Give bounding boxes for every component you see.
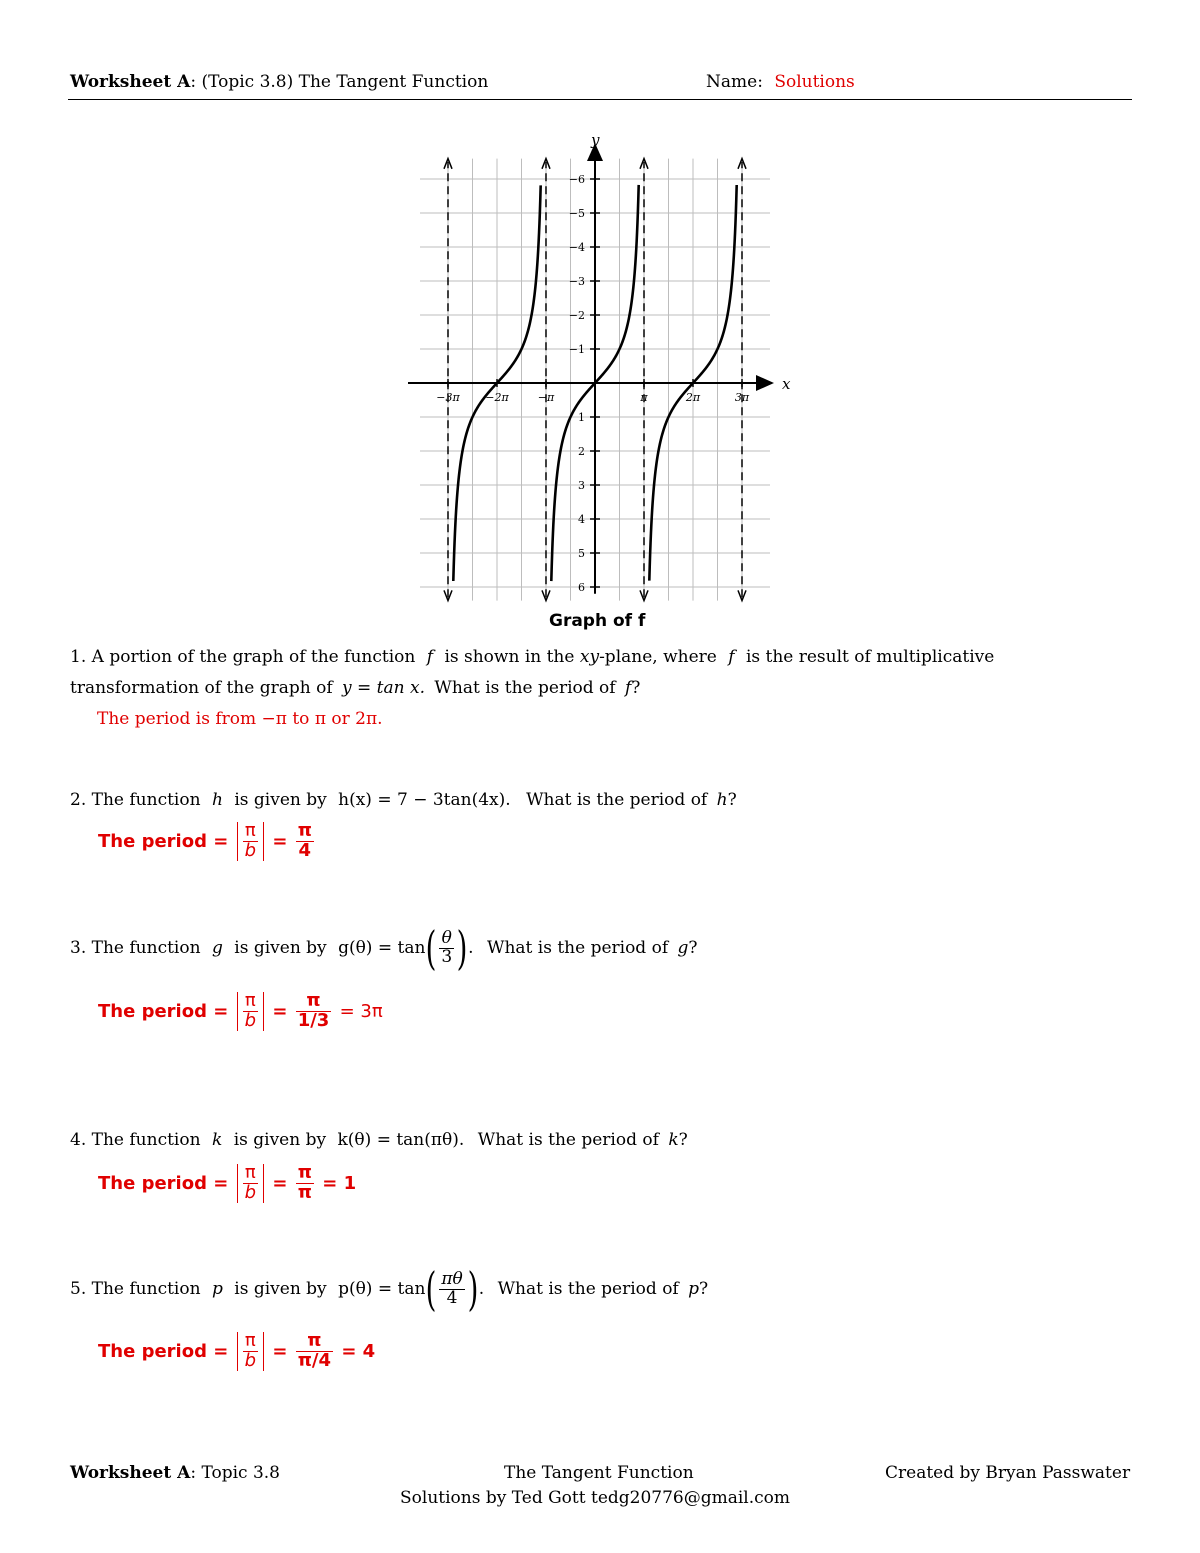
- q1-qmark: ?: [631, 678, 641, 698]
- q4-text3: What is the period of: [477, 1130, 659, 1150]
- q5-answer: [98, 1332, 375, 1371]
- q5-result: = 4: [341, 1340, 376, 1362]
- y-tick-label: −1: [568, 343, 585, 356]
- q5-text1: The function: [91, 1279, 201, 1299]
- footer-left: [70, 1463, 280, 1483]
- question-4: [70, 1130, 688, 1150]
- q3-var: g: [211, 938, 223, 958]
- q1-text6: What is the period of: [434, 678, 616, 698]
- y-tick-label: −6: [568, 173, 585, 186]
- footer-left-bold: Worksheet A: [70, 1463, 191, 1483]
- q3-arg: $\frac{\theta}{3}$: [441, 927, 453, 967]
- q1-text5: transformation of the graph of: [70, 678, 333, 698]
- q4-answer: [98, 1164, 356, 1203]
- q4-ans-label: The period =: [98, 1172, 229, 1194]
- q1-line1: [70, 642, 994, 673]
- q2-number: 2.: [70, 790, 87, 810]
- q4-text1: The function: [91, 1130, 201, 1150]
- footer-center: The Tangent Function: [504, 1463, 694, 1483]
- q5-ans-label: The period =: [98, 1340, 229, 1362]
- x-tick-label: −π: [537, 391, 555, 404]
- q2-fraction: $\frac{\pi}{4}$: [297, 820, 312, 861]
- q1-text2: is shown in the: [444, 647, 575, 667]
- q5-number: 5.: [70, 1279, 87, 1299]
- question-2: [70, 790, 737, 810]
- q2-eq-sign: =: [272, 830, 288, 852]
- worksheet-title: [70, 72, 488, 92]
- q3-fraction: $\frac{\pi}{1/3}$: [297, 990, 330, 1031]
- y-tick-label: −2: [568, 309, 585, 322]
- y-tick-label: 6: [578, 581, 585, 594]
- q2-var2: h: [716, 790, 728, 810]
- q3-eq-sign: =: [272, 1000, 288, 1022]
- q4-var: k: [211, 1130, 223, 1150]
- worksheet-title-rest: : (Topic 3.8) The Tangent Function: [190, 72, 489, 92]
- q5-fraction: $\frac{\pi}{\pi/4}$: [297, 1330, 332, 1371]
- y-axis-label: y: [591, 131, 600, 149]
- q1-number: 1.: [70, 647, 87, 667]
- q1-answer: The period is from −π to π or 2π.: [97, 709, 383, 729]
- q1-f1: f: [426, 647, 434, 667]
- y-tick-label: 1: [578, 411, 585, 424]
- x-axis-label: x: [782, 375, 791, 393]
- q3-qmark: ?: [688, 938, 698, 958]
- q3-var2: g: [677, 938, 689, 958]
- q5-eq-sign: =: [272, 1340, 288, 1362]
- q5-arg: $\frac{\pi\theta}{4}$: [441, 1268, 463, 1308]
- q4-var2: k: [668, 1130, 679, 1150]
- q5-var: p: [211, 1279, 223, 1299]
- x-tick-label: −3π: [436, 391, 460, 404]
- q4-text2: is given by: [233, 1130, 327, 1150]
- y-tick-label: −5: [568, 207, 585, 220]
- q3-dot: .: [468, 938, 474, 958]
- q5-abs: $\frac{\pi}{b}$: [237, 1332, 264, 1371]
- q3-lhs: g(θ) = tan: [338, 938, 426, 958]
- q2-text3: What is the period of: [526, 790, 708, 810]
- header-rule: [68, 99, 1132, 100]
- q4-result: = 1: [322, 1172, 357, 1194]
- y-tick-label: −4: [568, 241, 585, 254]
- q5-text2: is given by: [234, 1279, 327, 1299]
- axes: [408, 131, 791, 594]
- x-tick-label: 3π: [734, 391, 750, 404]
- q3-abs: $\frac{\pi}{b}$: [237, 992, 264, 1031]
- footer-left-rest: : Topic 3.8: [190, 1463, 280, 1483]
- y-tick-label: 4: [578, 513, 585, 526]
- q3-text2: is given by: [234, 938, 327, 958]
- q1-text1: A portion of the graph of the function: [91, 647, 416, 667]
- q4-eq-sign: =: [272, 1172, 288, 1194]
- q2-equation: h(x) = 7 − 3tan(4x).: [338, 790, 511, 810]
- q2-var: h: [211, 790, 223, 810]
- question-1: [70, 642, 994, 735]
- x-tick-label: 2π: [685, 391, 701, 404]
- y-tick-label: 3: [578, 479, 585, 492]
- q5-qmark: ?: [699, 1279, 709, 1299]
- y-tick-label: −3: [568, 275, 585, 288]
- q1-text4: is the result of multiplicative: [745, 647, 995, 667]
- question-3: 3. The function g is given by g(θ) = tan( $\frac{\theta}{3}$ ). What is the period of g?: [70, 921, 698, 975]
- q1-equation: y = tan x.: [342, 678, 425, 698]
- x-tick-label: π: [640, 391, 648, 404]
- q2-text1: The function: [91, 790, 201, 810]
- q4-equation: k(θ) = tan(πθ).: [337, 1130, 465, 1150]
- q2-text2: is given by: [234, 790, 327, 810]
- tangent-graph: [400, 125, 800, 615]
- q1-text3: -plane, where: [599, 647, 717, 667]
- q2-answer: [98, 822, 316, 861]
- q1-line2: [70, 673, 994, 704]
- q1-f3: f: [624, 678, 632, 698]
- name-line: [706, 72, 855, 92]
- q4-fraction: $\frac{\pi}{\pi}$: [297, 1162, 312, 1203]
- footer-credit: Solutions by Ted Gott tedg20776@gmail.com: [400, 1488, 791, 1508]
- worksheet-title-bold: Worksheet A: [70, 72, 191, 92]
- q5-var2: p: [688, 1279, 700, 1299]
- q4-qmark: ?: [678, 1130, 688, 1150]
- q1-xy: xy: [579, 647, 600, 667]
- x-tick-label: −2π: [485, 391, 509, 404]
- question-5: 5. The function p is given by p(θ) = tan( $\frac{\pi\theta}{4}$ ). What is the period of p?: [70, 1262, 709, 1316]
- q4-number: 4.: [70, 1130, 87, 1150]
- y-tick-label: 5: [578, 547, 585, 560]
- q3-answer: [98, 992, 383, 1031]
- graph-caption: Graph of f: [549, 611, 646, 631]
- q2-abs: $\frac{\pi}{b}$: [237, 822, 264, 861]
- name-label: Name:: [706, 72, 763, 92]
- q2-qmark: ?: [727, 790, 737, 810]
- q3-result: = 3π: [339, 1000, 383, 1022]
- q3-ans-label: The period =: [98, 1000, 229, 1022]
- q3-number: 3.: [70, 938, 87, 958]
- q2-ans-label: The period =: [98, 830, 229, 852]
- q5-text3: What is the period of: [497, 1279, 679, 1299]
- q4-abs: $\frac{\pi}{b}$: [237, 1164, 264, 1203]
- q3-text3: What is the period of: [486, 938, 669, 958]
- q5-lhs: p(θ) = tan: [338, 1279, 426, 1299]
- q1-f2: f: [728, 647, 735, 667]
- y-tick-label: 2: [578, 445, 585, 458]
- q5-dot: .: [478, 1279, 485, 1299]
- name-value: Solutions: [774, 72, 855, 92]
- footer-right: Created by Bryan Passwater: [885, 1463, 1131, 1483]
- q3-text1: The function: [91, 938, 201, 958]
